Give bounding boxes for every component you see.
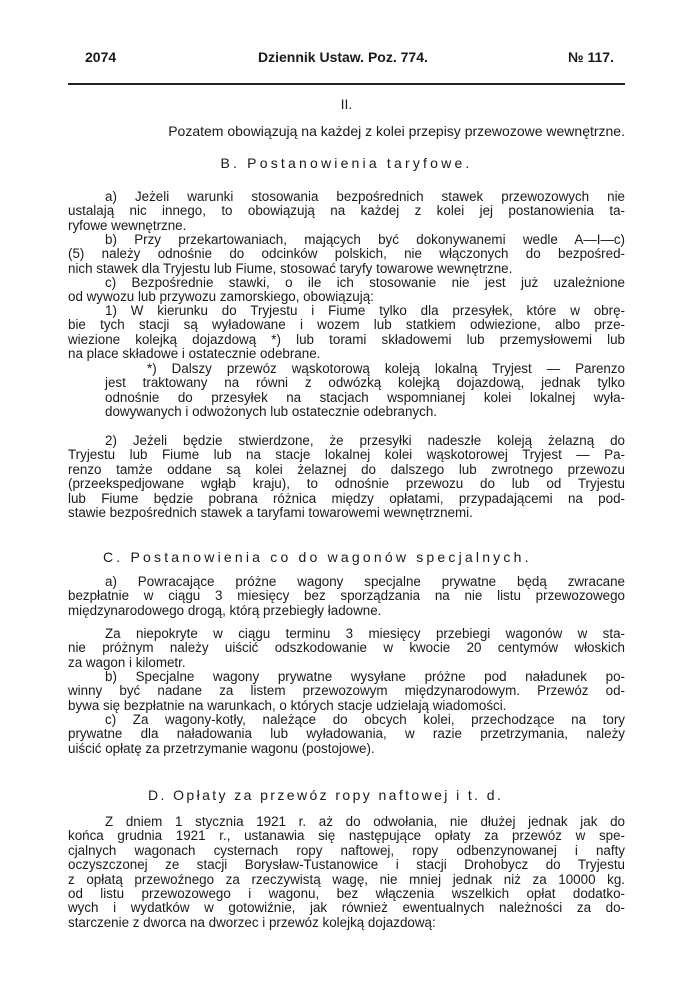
text-line: winny być nadane za listem przewozowym międzynarodowym. Przewóz od- [68,683,625,699]
text-line: a) Powracające próżne wagony specjalne prywatne będą zwracane [105,574,625,589]
text-line: lub Fiume będzie pobrana różnica między opłatami, przypadającemi na pod- [68,490,625,506]
text-line: końca grudnia 1921 r., ustanawia się następujące opłaty za przewóz w spe- [68,828,625,844]
page-number: 2074 [85,49,117,65]
text-line: (5) należy odnośnie do odcinków polskich, nie włączonych do bezpośred- [68,246,625,262]
text-line: 1) W kierunku do Tryjestu i Fiume tylko dla przesyłek, które w obrę- [105,303,625,318]
text-line: c) Za wagony-kotły, należące do obcych kolei, przechodzące na tory [105,712,625,727]
text-line: odnośnie do przesyłek na stacjach wspomnianej kolei lokalnej wyła- [105,389,625,405]
text-line: ustalają nic innego, to obowiązują na każdej z kolei jej postanowienia ta- [68,203,625,219]
text-line: b) Specjalne wagony prywatne wysyłane próżne pod naładunek po- [105,669,625,684]
text-line: oczyszczonej ze stacji Borysław-Tustanowice i stacji Drohobycz do Tryjestu [68,857,625,873]
text-line: *) Dalszy przewóz wąskotorową koleją lokalną Tryjest — Parenzo [147,361,625,376]
text-line: ryfowe wewnętrzne. [68,217,187,233]
journal-title: Dziennik Ustaw. Poz. 774. [258,49,428,65]
text-line: starczenie z dworca na dworzec i przewóz kolejką dojazdową: [68,914,436,930]
issue-number: № 117. [568,49,614,65]
heading-d: D. Opłaty za przewóz ropy naftowej i t. d. [148,787,504,803]
text-line: Tryjestu lub Fiume lub na stacje lokalnej kolei wąskotorowej Tryjest — Pa- [68,447,625,463]
text-line: a) Jeżeli warunki stosowania bezpośrednich stawek przewozowych nie [105,189,625,204]
text-line: renzo tamże oddane są kolei żelaznej do dalszego lub zwrotnego przewozu [68,461,625,477]
text-line: od wywozu lub przywozu zamorskiego, obowiązują: [68,289,374,305]
text-line: (przeekspedjowane wgłąb kraju), to odnośnie przewozu do lub od Tryjestu [68,476,625,492]
heading-c: C. Postanowienia co do wagonów specjalnych. [103,549,532,565]
text-line: stawie bezpośrednich stawek a taryfami towarowemi wewnętrznemi. [68,505,473,520]
text-line: Z dniem 1 stycznia 1921 r. aż do odwołania, nie dłużej jednak jak do [105,814,625,829]
text-line: bywa się bezpłatnie na warunkach, o których stacje udzielają wiadomości. [68,697,507,713]
text-line: od listu przewozowego i wagonu, bez włączenia wszelkich opłat dodatko- [68,886,625,901]
header-rule [68,83,625,85]
text-line: b) Przy przekartowaniach, mających być dokonywanemi wedle A—I—c) [105,232,625,247]
text-line: za wagon i kilometr. [68,654,186,670]
section-number: II. [340,96,353,112]
text-line: z opłatą przewoźnego za rzeczywistą wagę, nie mniej jednak niż za 10000 kg. [68,871,625,887]
text-line: nie próżnym należy uiścić odszkodowanie w kwocie 20 centymów włoskich [68,640,625,656]
intro-text: Pozatem obowiązują na każdej z kolei przepisy przewozowe wewnętrzne. [168,123,625,139]
heading-b: B. Postanowienia taryfowe. [220,155,473,171]
text-line: wiezione kolejką dojazdową *) lub torami składowemi lub przemysłowemi lub [68,331,625,347]
text-line: dowywanych i odwożonych lub ostatecznie odebranych. [105,404,437,420]
text-line: cjalnych wagonach cysternach ropy naftowej, ropy odbenzynowanej i nafty [68,842,625,858]
text-line: c) Bezpośrednie stawki, o ile ich stosowanie nie jest już uzależnione [105,275,625,290]
text-line: wych i wydatków w gotowiźnie, jak również ewentualnych należności za do- [68,900,625,916]
text-line: prywatne dla naładowania lub wyładowania, w razie przetrzymania, należy [68,726,625,742]
text-line: uiścić opłatę za przetrzymanie wagonu (postojowe). [68,740,375,756]
text-line: Za niepokryte w ciągu terminu 3 miesięcy przebiegi wagonów w sta- [105,626,625,641]
text-line: bezpłatnie w ciągu 3 miesięcy bez sporządzania na nie listu przewozowego [68,588,625,604]
text-line: nich stawek dla Tryjestu lub Fiume, stosować taryfy towarowe wewnętrzne. [68,260,513,276]
text-line: bie tych stacji są wyładowane i wozem lub statkiem odwiezione, albo prze- [68,317,625,333]
text-line: 2) Jeżeli będzie stwierdzone, że przesyłki nadeszłe koleją żelazną do [105,433,625,448]
text-line: jest traktowany na równi z odwózką kolejką dojazdową, jednak tylko [105,375,625,391]
text-line: na place składowe i ostatecznie odebrane. [68,346,321,362]
text-line: międzynarodowego drogą, którą przebiegły ładowne. [68,602,382,618]
